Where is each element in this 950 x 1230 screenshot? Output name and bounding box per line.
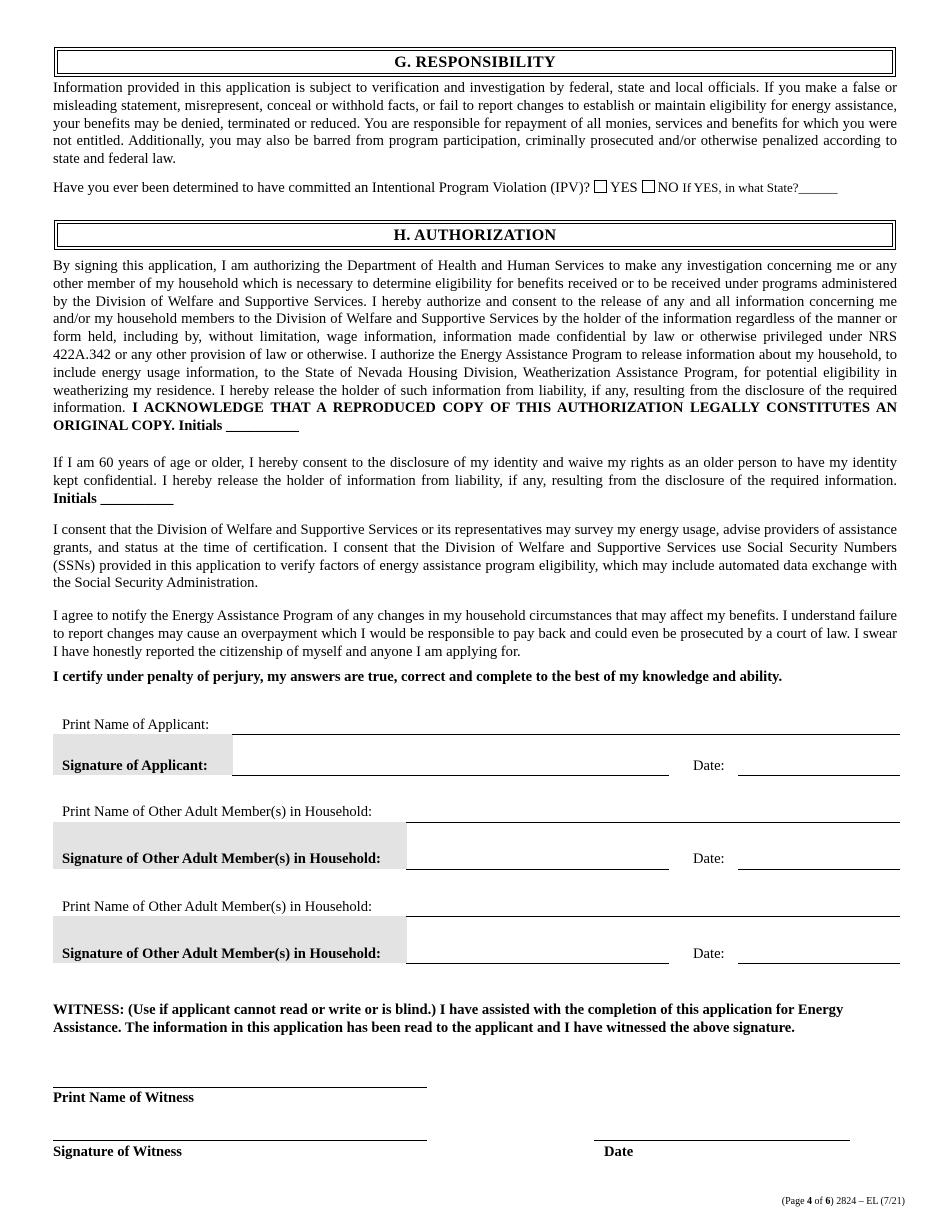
- acknowledge-initials[interactable]: I ACKNOWLEDGE THAT A REPRODUCED COPY OF THIS AUTHORIZATION LEGALLY CONSTITUTES AN ORIGINAL COPY. Initials __________: [53, 400, 897, 435]
- print-other-2-field[interactable]: [406, 916, 900, 917]
- older-person-consent-text: If I am 60 years of age or older, I hereby consent to the disclosure of my identity and waive my rights as an older person to have my identity kept confidential. I hereby release the holder of information from liability, if any, resulting from the disclosure of the required information.: [53, 455, 897, 489]
- applicant-date-field[interactable]: [738, 775, 900, 776]
- section-g-heading: [54, 47, 896, 77]
- authorization-paragraph-2: [53, 455, 897, 508]
- ipv-yes-checkbox[interactable]: [594, 180, 607, 193]
- older-person-initials[interactable]: Initials __________: [53, 490, 174, 507]
- responsibility-text: Information provided in this application is subject to verification and investigation by federal, state and local officials. If you make a false or misleading statement, misrepresent, conceal or withhold facts, or fail to report changes to establish or maintain eligibility for energy assistance, your benefits may be denied, terminated or reduced. You are responsible for repayment of all monies, services and benefits for which you were not entitled. Additionally, you may also be barred from program participation, criminally prosecuted and/or otherwise penalized according to state and federal law.: [53, 80, 897, 168]
- sig-other-2-field[interactable]: [406, 963, 669, 964]
- witness-date-label: Date: [604, 1144, 634, 1160]
- section-h-title: H. AUTHORIZATION: [57, 223, 893, 247]
- footer-of: of: [812, 1196, 826, 1207]
- footer-page-number: 4: [807, 1196, 813, 1207]
- witness-statement: WITNESS: (Use if applicant cannot read or write or is blind.) I have assisted with the completion of this application for Energy Assistance. The information in this application has been read to the applicant and I have witnessed the above signature.: [53, 1002, 844, 1036]
- sig-other-2-label: Signature of Other Adult Member(s) in Household:: [62, 946, 381, 962]
- witness-print-name-field[interactable]: [53, 1087, 427, 1088]
- sig-applicant-field[interactable]: [232, 775, 669, 776]
- footer-page-prefix: (Page: [781, 1196, 808, 1207]
- ipv-no-checkbox[interactable]: [642, 180, 655, 193]
- authorization-text: By signing this application, I am authorizing the Department of Health and Human Services to make any investigation concerning me or any other member of my household which is necessary to determine eligibility for benefits received or to be received under programs administered by the Division of Welfare and Supportive Services. I hereby authorize and consent to the release of any and all information concerning me and/or my household members to the Division of Welfare and Supportive Services by the holder of the information regardless of the manner or form held, including by, without limitation, wage information, information made confidential by law or otherwise privileged under NRS 422A.342 or any other provision of law or otherwise. I authorize the Energy Assistance Program to release information about my household, to include energy usage information, to the State of Nevada Housing Division, Weatherization Assistance Program, for potential eligibility in weatherizing my residence. I hereby release the holder of such information from liability, if any, resulting from the disclosure of the required information.: [53, 258, 897, 417]
- ipv-no-label: NO: [657, 180, 679, 196]
- ipv-question: Have you ever been determined to have committed an Intentional Program Violation (IPV)?: [53, 180, 591, 196]
- energy-usage-consent-text: I consent that the Division of Welfare and Supportive Services or its representatives may survey my energy usage, advise providers of assistance grants, and status at the time of certification. I consent that the Division of Welfare and Supportive Services use Social Security Numbers (SSNs) provided in this application to verify factors of energy assistance program eligibility, which may include automated data exchange with the Social Security Administration.: [53, 522, 897, 592]
- authorization-paragraph-1: [53, 258, 897, 436]
- section-h-heading: [54, 220, 896, 250]
- witness-date-field[interactable]: [594, 1140, 850, 1141]
- perjury-certification: I certify under penalty of perjury, my answers are true, correct and complete to the best of my knowledge and ability.: [53, 669, 783, 685]
- print-other-1-field[interactable]: [406, 822, 900, 823]
- witness-signature-label: Signature of Witness: [53, 1144, 182, 1160]
- change-notification-text: I agree to notify the Energy Assistance Program of any changes in my household circumstances that may affect my benefits. I understand failure to report changes may cause an overpayment which I would be responsible to pay back and could even be prosecuted by a court of law. I swear I have honestly reported the citizenship of myself and anyone I am applying for.: [53, 608, 897, 660]
- print-other-1-label: Print Name of Other Adult Member(s) in Household:: [62, 804, 373, 820]
- other-2-date-field[interactable]: [738, 963, 900, 964]
- sig-other-1-field[interactable]: [406, 869, 669, 870]
- ipv-state-field[interactable]: If YES, in what State?______: [682, 180, 838, 195]
- other-1-date-label: Date:: [693, 851, 725, 867]
- other-1-date-field[interactable]: [738, 869, 900, 870]
- applicant-date-label: Date:: [693, 758, 725, 774]
- print-other-2-label: Print Name of Other Adult Member(s) in Household:: [62, 899, 373, 915]
- sig-other-1-label: Signature of Other Adult Member(s) in Household:: [62, 851, 381, 867]
- print-applicant-field[interactable]: [232, 734, 900, 735]
- section-g-title: G. RESPONSIBILITY: [57, 50, 893, 74]
- footer-page-total: 6: [825, 1196, 831, 1207]
- sig-applicant-label: Signature of Applicant:: [62, 758, 208, 774]
- witness-print-name-label: Print Name of Witness: [53, 1090, 194, 1106]
- other-2-date-label: Date:: [693, 946, 725, 962]
- ipv-question-row: [53, 179, 897, 197]
- page-footer: [782, 1196, 905, 1207]
- witness-signature-field[interactable]: [53, 1140, 427, 1141]
- footer-form-code: ) 2824 – EL (7/21): [830, 1196, 905, 1207]
- print-applicant-label: Print Name of Applicant:: [62, 717, 210, 733]
- ipv-yes-label: YES: [610, 180, 638, 196]
